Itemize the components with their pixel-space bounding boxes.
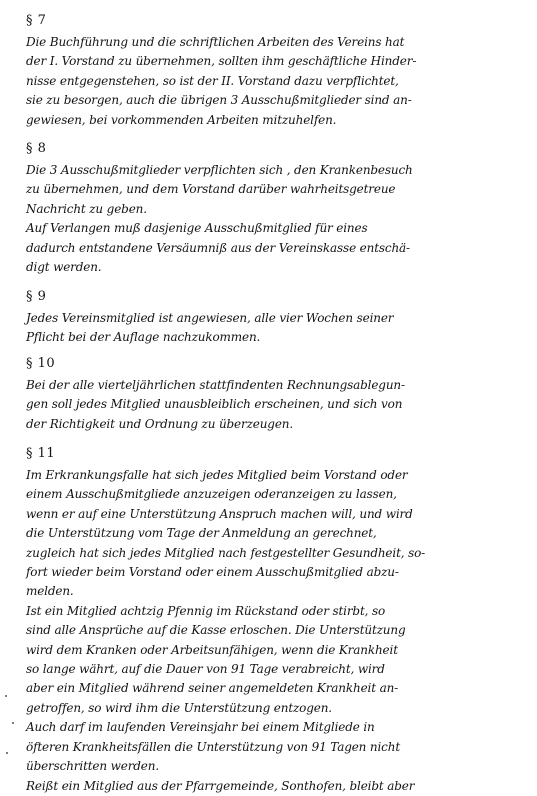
section-11 — [26, 445, 526, 796]
text-line: Reißt ein Mitglied aus der Pfarrgemeinde, Sonthofen, bleibt aber — [26, 778, 415, 793]
section-9 — [26, 288, 526, 348]
text-line: Im Erkrankungsfalle hat sich jedes Mitglied beim Vorstand oder — [26, 468, 408, 482]
text-line: überschritten werden. — [26, 759, 160, 774]
text-line: dadurch entstandene Versäumniß aus der Vereinskasse entschä- — [26, 240, 410, 255]
text-line: wird dem Kranken oder Arbeitsunfähigen, wenn die Krankheit — [26, 642, 398, 657]
text-line: Die Buchführung und die schriftlichen Arbeiten des Vereins hat — [26, 35, 405, 49]
text-line: einem Ausschußmitgliede anzuzeigen oderanzeigen zu lassen, — [26, 487, 397, 502]
text-line: Pflicht bei der Auflage nachzukommen. — [26, 330, 261, 345]
text-line: wenn er auf eine Unterstützung Anspruch machen will, und wird — [26, 506, 413, 521]
text-line: melden. — [26, 584, 74, 599]
section-heading: § 11 — [26, 446, 56, 461]
text-line: sind alle Ansprüche auf die Kasse erloschen. Die Unterstützung — [26, 623, 406, 638]
section-8 — [26, 140, 526, 277]
text-line: Ist ein Mitglied achtzig Pfennig im Rückstand oder stirbt, so — [26, 603, 386, 618]
text-line: öfteren Krankheitsfällen die Unterstützung von 91 Tagen nicht — [26, 739, 401, 754]
text-line: gen soll jedes Mitglied unausbleiblich erscheinen, und sich von — [26, 397, 403, 412]
text-line: digt werden. — [26, 260, 102, 275]
text-line: die Unterstützung vom Tage der Anmeldung an gerechnet, — [26, 526, 377, 541]
text-line: sie zu besorgen, auch die übrigen 3 Ausschußmitglieder sind an- — [26, 93, 412, 108]
text-line: zu übernehmen, und dem Vorstand darüber wahrheitsgetreue — [26, 182, 396, 197]
section-heading: § 7 — [26, 13, 47, 28]
scan-speck — [5, 695, 7, 697]
text-line: der Richtigkeit und Ordnung zu überzeugen. — [26, 416, 294, 431]
section-7 — [26, 12, 526, 130]
text-line: Auf Verlangen muß dasjenige Ausschußmitglied für eines — [26, 221, 368, 236]
text-line: nisse entgegenstehen, so ist der II. Vorstand dazu verpflichtet, — [26, 73, 399, 88]
text-line: zugleich hat sich jedes Mitglied nach festgestellter Gesundheit, so- — [26, 545, 426, 560]
scan-speck — [12, 722, 14, 724]
scan-speck — [6, 752, 8, 754]
text-line: Bei der alle vierteljährlichen stattfindenten Rechnungsablegun- — [26, 378, 405, 392]
text-line: Auch darf im laufenden Vereinsjahr bei einem Mitgliede in — [26, 720, 375, 735]
text-line: Jedes Vereinsmitglied ist angewiesen, alle vier Wochen seiner — [26, 311, 394, 325]
text-line: getroffen, so wird ihm die Unterstützung entzogen. — [26, 700, 332, 715]
section-10 — [26, 355, 526, 434]
text-line: fort wieder beim Vorstand oder einem Ausschußmitglied abzu- — [26, 565, 399, 580]
section-heading: § 9 — [26, 289, 47, 304]
text-line: der I. Vorstand zu übernehmen, sollten ihm geschäftliche Hinder- — [26, 54, 417, 69]
text-line: aber ein Mitglied während seiner angemeldeten Krankheit an- — [26, 681, 399, 696]
text-line: Nachricht zu geben. — [26, 201, 147, 216]
text-line: Die 3 Ausschußmitglieder verpflichten sich , den Krankenbesuch — [26, 163, 413, 177]
text-line: so lange währt, auf die Dauer von 91 Tage verabreicht, wird — [26, 662, 385, 677]
text-line: gewiesen, bei vorkommenden Arbeiten mitzuhelfen. — [26, 112, 337, 127]
section-heading: § 8 — [26, 141, 47, 156]
section-heading: § 10 — [26, 356, 56, 371]
